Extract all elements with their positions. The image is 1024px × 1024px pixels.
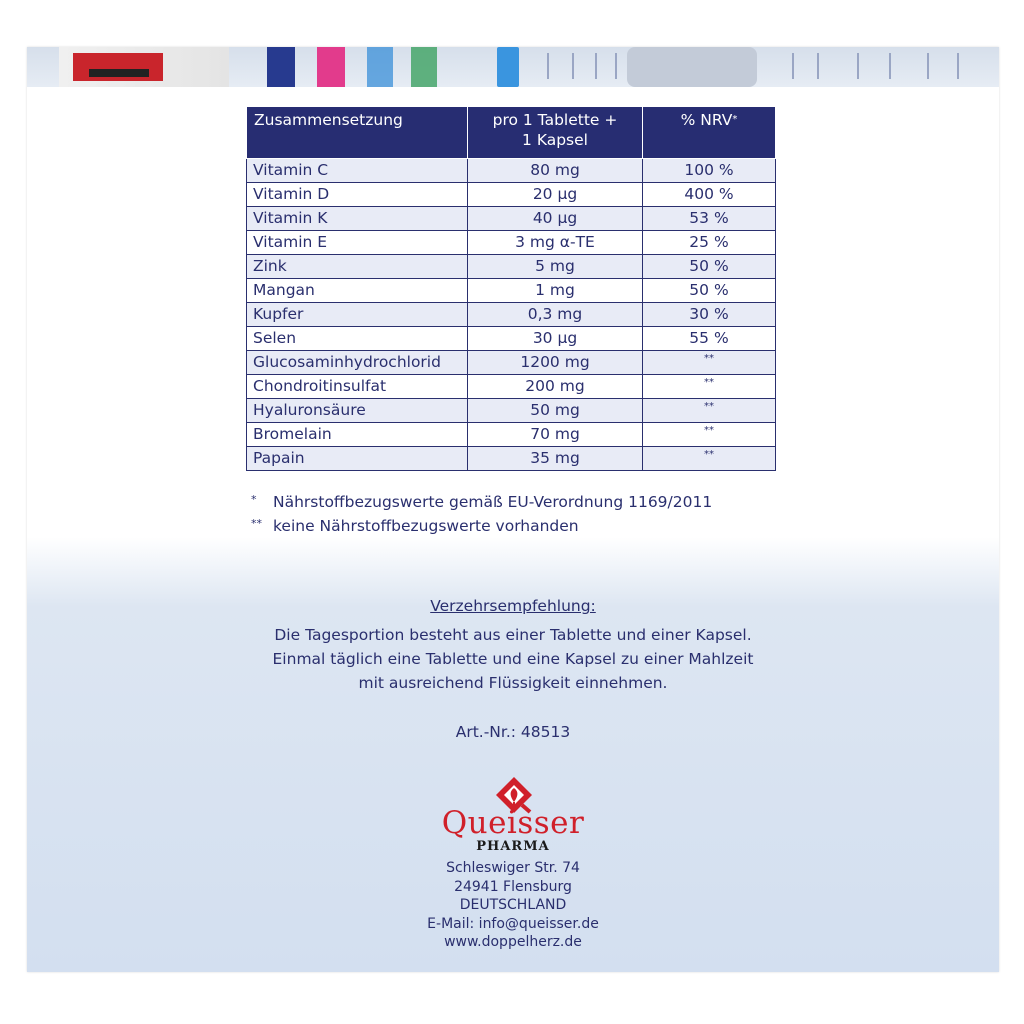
footnote-no-nrv: ** keine Nährstoffbezugswerte vorhanden xyxy=(251,517,579,535)
ingredient-name: Vitamin C xyxy=(247,159,468,183)
ingredient-nrv: 100 % xyxy=(643,159,776,183)
product-photo-strip xyxy=(59,47,229,87)
header-nrv: % NRV* xyxy=(643,107,776,159)
ingredient-amount: 3 mg α-TE xyxy=(468,231,643,255)
ingredient-nrv: 50 % xyxy=(643,255,776,279)
ingredient-amount: 0,3 mg xyxy=(468,303,643,327)
company-address xyxy=(27,859,999,952)
ingredient-amount: 20 µg xyxy=(468,183,643,207)
header-amount: pro 1 Tablette + 1 Kapsel xyxy=(468,107,643,159)
brand-color-strip xyxy=(411,47,437,87)
brand-color-strip xyxy=(317,47,345,87)
ingredient-name: Vitamin K xyxy=(247,207,468,231)
table-row xyxy=(247,327,776,351)
address-email: E-Mail: info@queisser.de xyxy=(427,915,599,932)
ingredient-name: Chondroitinsulfat xyxy=(247,375,468,399)
ingredient-nrv: 30 % xyxy=(643,303,776,327)
ingredient-amount: 200 mg xyxy=(468,375,643,399)
brand-name: Queisser xyxy=(441,805,585,841)
ingredient-name: Mangan xyxy=(247,279,468,303)
table-header-row xyxy=(247,107,776,159)
ingredient-amount: 40 µg xyxy=(468,207,643,231)
package-top-flap xyxy=(27,47,999,87)
brand-color-strip xyxy=(267,47,295,87)
table-row xyxy=(247,183,776,207)
ingredient-name: Zink xyxy=(247,255,468,279)
address-street: Schleswiger Str. 74 xyxy=(446,860,580,876)
brand-color-strip xyxy=(367,47,393,87)
ingredient-amount: 1 mg xyxy=(468,279,643,303)
ingredient-nrv: 400 % xyxy=(643,183,776,207)
ingredient-nrv: 50 % xyxy=(643,279,776,303)
table-row xyxy=(247,207,776,231)
ingredient-amount: 30 µg xyxy=(468,327,643,351)
ingredient-nrv: 55 % xyxy=(643,327,776,351)
ingredient-name: Vitamin D xyxy=(247,183,468,207)
ingredient-amount: 1200 mg xyxy=(468,351,643,375)
brand-color-strip xyxy=(627,47,757,87)
ingredient-nrv: ** xyxy=(643,375,776,399)
package-panel xyxy=(27,47,999,972)
brand-sub: PHARMA xyxy=(476,839,550,854)
table-row xyxy=(247,279,776,303)
address-country: DEUTSCHLAND xyxy=(459,897,567,913)
address-city: 24941 Flensburg xyxy=(454,878,572,895)
ingredient-name: Kupfer xyxy=(247,303,468,327)
ingredient-name: Vitamin E xyxy=(247,231,468,255)
article-number: Art.-Nr.: 48513 xyxy=(455,723,571,741)
ingredient-name: Glucosaminhydrochlorid xyxy=(247,351,468,375)
ingredient-nrv: 25 % xyxy=(643,231,776,255)
composition-table xyxy=(246,106,776,471)
table-row xyxy=(247,255,776,279)
recommendation-text: Die Tagesportion besteht aus einer Tablette und einer Kapsel. Einmal täglich eine Tablette und eine Kapsel zu einer Mahlzeit mit ausreichend Flüssigkeit einnehmen. xyxy=(272,626,754,692)
ingredient-nrv: ** xyxy=(643,351,776,375)
ingredient-name: Hyaluronsäure xyxy=(247,399,468,423)
ingredient-nrv: ** xyxy=(643,423,776,447)
ingredient-name: Bromelain xyxy=(247,423,468,447)
ingredient-amount: 50 mg xyxy=(468,399,643,423)
table-row xyxy=(247,231,776,255)
ingredient-nrv: ** xyxy=(643,447,776,471)
ingredient-nrv: ** xyxy=(643,399,776,423)
footnote-nrv: * Nährstoffbezugswerte gemäß EU-Verordnung 1169/2011 xyxy=(251,493,713,511)
ingredient-amount: 80 mg xyxy=(468,159,643,183)
ingredient-amount: 5 mg xyxy=(468,255,643,279)
ingredient-nrv: 53 % xyxy=(643,207,776,231)
table-row xyxy=(247,447,776,471)
ingredient-amount: 70 mg xyxy=(468,423,643,447)
header-ingredient: Zusammensetzung xyxy=(247,107,468,159)
address-website: www.doppelherz.de xyxy=(444,934,582,950)
ingredient-name: Selen xyxy=(247,327,468,351)
table-row xyxy=(247,351,776,375)
table-row xyxy=(247,159,776,183)
table-row xyxy=(247,375,776,399)
ingredient-amount: 35 mg xyxy=(468,447,643,471)
brand-color-strip xyxy=(497,47,519,87)
table-row xyxy=(247,303,776,327)
table-row xyxy=(247,399,776,423)
recommendation-heading: Verzehrsempfehlung: xyxy=(430,597,596,615)
ingredient-name: Papain xyxy=(247,447,468,471)
table-row xyxy=(247,423,776,447)
